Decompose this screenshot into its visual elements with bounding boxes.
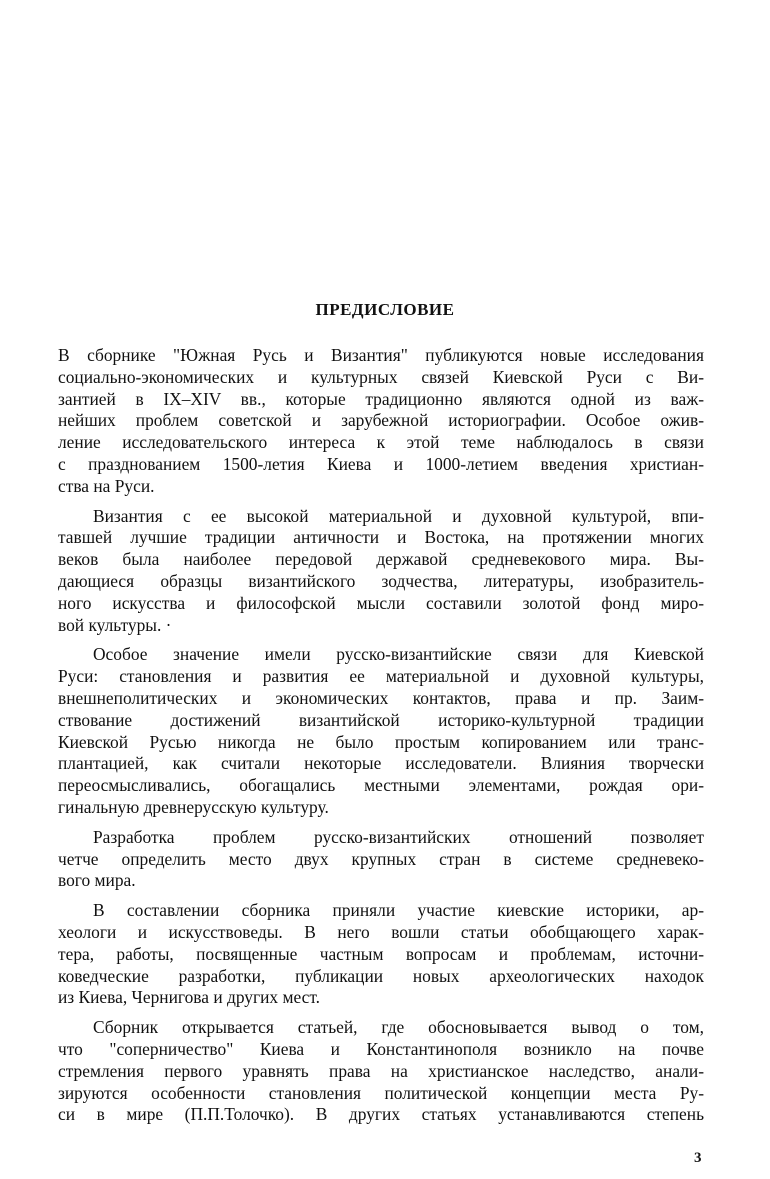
text-line: плантацией, как считали некоторые исследователи. Влияния творчески [58, 753, 704, 774]
text-line: зируются особенности становления политической концепции места Ру- [58, 1082, 704, 1103]
paragraph-6 [58, 1017, 704, 1126]
paragraph-3 [58, 644, 704, 818]
text-line: тавшей лучшие традиции античности и Востока, на протяжении многих [58, 527, 704, 548]
text-line: с празднованием 1500-летия Киева и 1000-летием введения христиан- [58, 453, 704, 474]
text-line: тера, работы, посвященные частным вопросам и проблемам, источни- [58, 943, 704, 964]
body-text [58, 345, 704, 1134]
text-line: хеологи и искусствоведы. В него вошли статьи обобщающего харак- [58, 921, 704, 942]
text-line: В сборнике "Южная Русь и Византия" публикуются новые исследования [58, 345, 704, 365]
text-line: ного искусства и философской мысли составили золотой фонд миро- [58, 592, 704, 613]
page-title: ПРЕДИСЛОВИЕ [315, 300, 455, 319]
text-line: Особое значение имели русско-византийские связи для Киевской [93, 644, 704, 665]
paragraph-5 [58, 900, 704, 1009]
text-line: ление исследовательского интереса к этой теме наблюдалось в связи [58, 432, 704, 453]
text-line: зантией в IX–XIV вв., которые традиционно являются одной из важ- [58, 388, 704, 409]
text-line: внешнеполитических и экономических контактов, права и пр. Заим- [58, 687, 704, 708]
page-number: 3 [694, 1150, 702, 1166]
text-line: веков была наиболее передовой державой средневекового мира. Вы- [58, 549, 704, 570]
text-line: ства на Руси. [58, 475, 155, 496]
text-line: си в мире (П.П.Толочко). В других статьях устанавливаются степень [58, 1104, 704, 1125]
text-line: гинальную древнерусскую культуру. [58, 796, 329, 817]
text-line: что "соперничество" Киева и Константинополя возникло на почве [58, 1038, 704, 1059]
text-line: В составлении сборника приняли участие киевские историки, ар- [93, 900, 704, 921]
paragraph-4 [58, 827, 704, 892]
text-line: Киевской Русью никогда не было простым копированием или транс- [58, 731, 704, 752]
paragraph-1 [58, 345, 704, 498]
text-line: переосмысливались, обогащались местными элементами, рождая ори- [58, 775, 704, 796]
text-line: из Киева, Чернигова и других мест. [58, 987, 320, 1008]
text-line: дающиеся образцы византийского зодчества, литературы, изобразитель- [58, 570, 704, 591]
text-line: стремления первого уравнять права на христианское наследство, анали- [58, 1060, 704, 1081]
text-line: Руси: становления и развития ее материальной и духовной культуры, [58, 666, 704, 687]
text-line: Разработка проблем русско-византийских отношений позволяет [93, 826, 704, 847]
text-line: нейших проблем советской и зарубежной историографии. Особое ожив- [58, 410, 704, 431]
text-line: социально-экономических и культурных связей Киевской Руси с Ви- [58, 366, 704, 387]
text-line: вого мира. [58, 870, 136, 891]
text-line: вой культуры. · [58, 614, 172, 635]
paragraph-2 [58, 506, 704, 637]
text-line: ствование достижений византийской историко-культурной традиции [58, 709, 704, 730]
text-line: Византия с ее высокой материальной и духовной культурой, впи- [93, 505, 704, 526]
text-line: Сборник открывается статьей, где обосновывается вывод о том, [93, 1017, 704, 1038]
text-line: коведческие разработки, публикации новых археологических находок [58, 965, 704, 986]
text-line: четче определить место двух крупных стран в системе средневеко- [58, 848, 704, 869]
